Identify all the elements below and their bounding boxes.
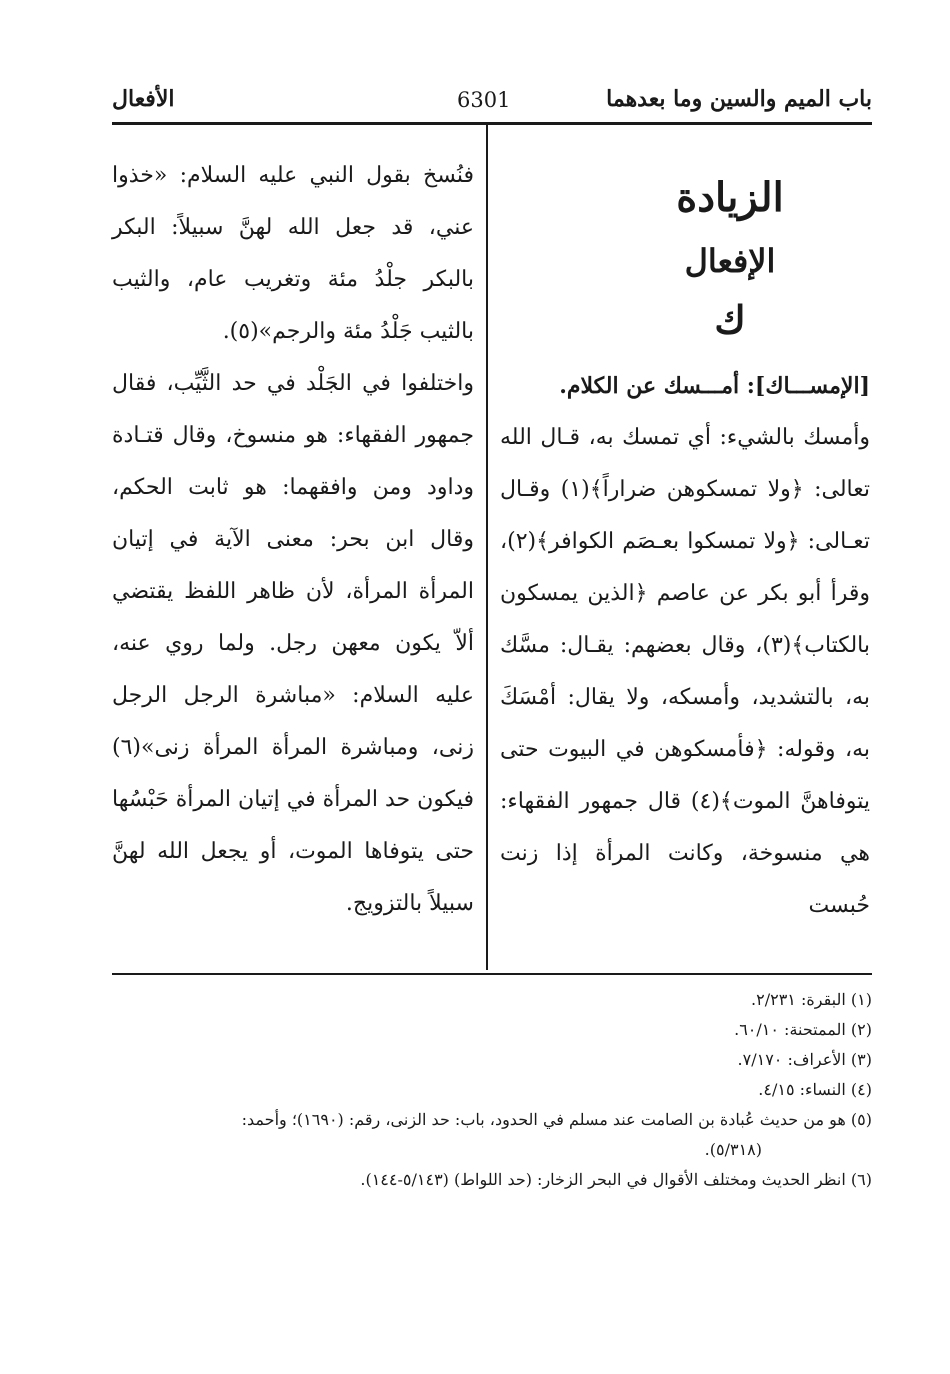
chapter-title: باب الميم والسين وما بعدهما [606, 86, 872, 112]
footnote: (١) البقرة: ٢/٢٣١. [751, 990, 872, 1009]
footnote: (٦) انظر الحديث ومختلف الأقوال في البحر الزخار: (حد اللواط) (٥/١٤٣-١٤٤). [360, 1170, 872, 1189]
entry-paragraph: [الإمســـاك]: أمـــسك عن الكلام. [559, 373, 870, 399]
heading-main: الزيادة [676, 174, 784, 221]
footnotes [112, 985, 872, 1195]
right-column [500, 150, 870, 932]
heading-sub: الإفعال [684, 242, 776, 280]
left-column [112, 150, 474, 930]
footnote: (٢) الممتحنة: ٦٠/١٠. [734, 1020, 872, 1039]
body-paragraph: فنُسخ بقول النبي عليه السلام: «خذوا عني، قد جعل الله لهنَّ سبيلاً: البكر بالبكر جلْدُ مئة وتغريب عام، والثيب بالثيب جَلْدُ مئة والرجم»(٥). [112, 163, 474, 344]
section-title: الأفعال [112, 86, 175, 112]
footnote-continuation: (٥/٣١٨). [704, 1140, 762, 1159]
left-column-text [112, 150, 474, 930]
footnote-rule [112, 973, 872, 975]
page-number: 6301 [457, 88, 511, 112]
heading-letter: ك [714, 297, 746, 342]
body-paragraph: واختلفوا في الجَلْد في حد الثَّيِّب، فقال جمهور الفقهاء: هو منسوخ، وقال قتـادة وداود ومن وافقهما: هو ثابت الحكم، وقال ابن بحر: معنى الآية في إتيان المرأة المرأة، لأن ظاهر اللفظ يقتضي ألاّ يكون معهن رجل. ولما روي عنه، عليه السلام: «مباشرة الرجل الرجل زنى، ومباشرة المرأة المرأة زنى»(٦) فيكون حد المرأة في إتيان المرأة حَبْسُها حتى يتوفاها الموت، أو يجعل الله لهنَّ سبيلاً بالتزويج. [112, 371, 474, 916]
header-rule [112, 122, 872, 125]
footnote: (٤) النساء: ٤/١٥. [758, 1080, 872, 1099]
column-divider [486, 125, 488, 970]
body-paragraph: وأمسك بالشيء: أي تمسك به، قـال الله تعالى: ﴿ولا تمسكوهن ضراراً﴾(١) وقـال تعـالى: ﴿ولا تمسكوا بعـصَم الكوافر﴾(٢)، وقرأ أبو بكر عن عاصم ﴿الذين يمسكون بالكتاب﴾(٣)، وقال بعضهم: يقـال: مسَّك به، بالتشديد، وأمسكه، ولا يقال: أمْسَكَ به، وقوله: ﴿فأمسكوهن في البيوت حتى يتوفاهنَّ الموت﴾(٤) قال جمهور الفقهاء: هي منسوخة، وكانت المرأة إذا زنت حُبست [500, 425, 870, 918]
running-header [112, 82, 872, 122]
section-headings [630, 168, 830, 346]
footnote: (٥) هو من حديث عُبادة بن الصامت عند مسلم في الحدود، باب: حد الزنى، رقم: (١٦٩٠)؛ وأحمد: [241, 1110, 872, 1129]
right-column-text [500, 360, 870, 932]
footnote: (٣) الأعراف: ٧/١٧٠. [737, 1050, 872, 1069]
